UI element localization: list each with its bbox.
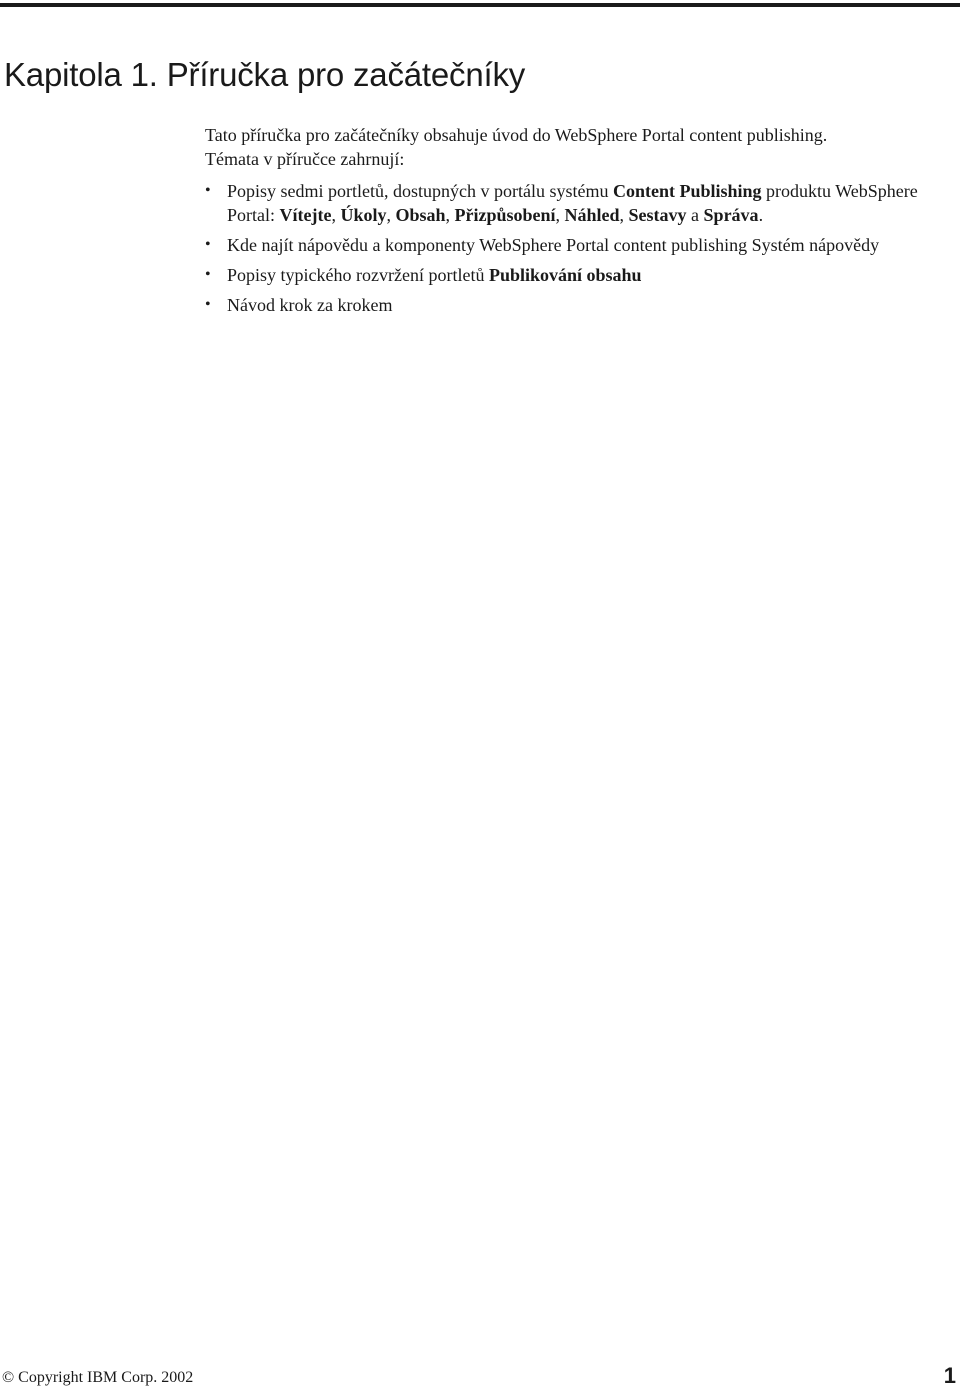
top-rule — [0, 3, 960, 7]
separator: , — [331, 205, 341, 225]
portlet-name: Správa — [703, 205, 759, 225]
separator: , — [555, 205, 565, 225]
list-item — [205, 263, 957, 287]
intro-line-1: Tato příručka pro začátečníky obsahuje úvod do WebSphere Portal content publishing. — [205, 125, 828, 145]
separator: , — [619, 205, 629, 225]
item-text: Návod krok za krokem — [227, 295, 393, 315]
intro-line-2: Témata v příručce zahrnují: — [205, 149, 405, 169]
item-text: Popisy typického rozvržení portletů — [227, 265, 489, 285]
portlet-name: Úkoly — [340, 205, 387, 225]
chapter-body — [205, 123, 957, 323]
topic-list — [205, 179, 957, 317]
portlet-name: Náhled — [564, 205, 620, 225]
copyright-notice: © Copyright IBM Corp. 2002 — [2, 1369, 194, 1386]
separator: , — [386, 205, 396, 225]
separator: , — [445, 205, 455, 225]
portlet-name: Obsah — [395, 205, 446, 225]
portlet-name: Sestavy — [628, 205, 687, 225]
item-text: produktu WebSphere Portal: — [227, 181, 918, 225]
bullet-icon: • — [205, 182, 211, 199]
list-item — [205, 179, 957, 227]
separator: . — [758, 205, 764, 225]
page-number: 1 — [943, 1363, 956, 1388]
list-item — [205, 233, 957, 257]
bullet-icon: • — [205, 236, 211, 253]
item-term: Content Publishing — [612, 181, 762, 201]
portlet-name: Přizpůsobení — [454, 205, 556, 225]
separator: a — [686, 205, 704, 225]
portlet-name: Vítejte — [279, 205, 332, 225]
intro-paragraph — [205, 123, 957, 171]
chapter-title: Kapitola 1. Příručka pro začátečníky — [4, 56, 526, 93]
bullet-icon: • — [205, 266, 211, 283]
bullet-icon: • — [205, 296, 211, 313]
list-item — [205, 293, 957, 317]
item-term: Publikování obsahu — [488, 265, 642, 285]
item-text: Kde najít nápovědu a komponenty WebSphere Portal content publishing Systém nápovědy — [227, 235, 880, 255]
item-text: Popisy sedmi portletů, dostupných v portálu systému — [227, 181, 613, 201]
